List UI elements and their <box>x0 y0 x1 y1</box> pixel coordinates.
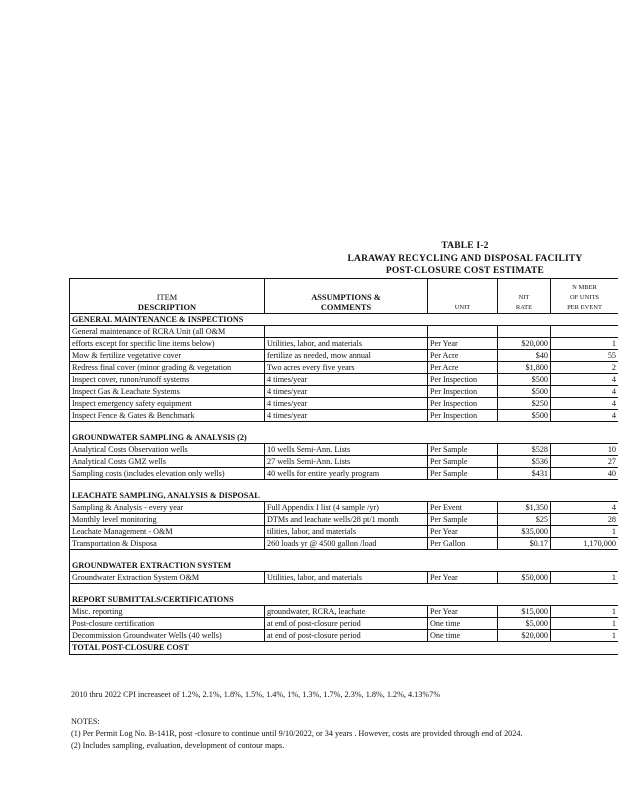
col-unit: UNIT <box>428 279 498 314</box>
col-units: N MBER OF UNITS PER EVENT <box>551 279 618 314</box>
row-units: 1 <box>551 526 618 538</box>
row-comment: 4 times/year <box>265 374 428 386</box>
row-unit: Per Acre <box>428 350 498 362</box>
row-rate: $20,000 <box>498 630 551 642</box>
row-comment: at end of post-closure period <box>265 630 428 642</box>
row-comment: at end of post-closure period <box>265 618 428 630</box>
row-rate: $20,000 <box>498 338 551 350</box>
section-reports: REPORT SUBMITTALS/CERTIFICATIONS <box>70 584 618 606</box>
row-desc: Monthly level monitoring <box>70 514 265 526</box>
col-rate: NIT RATE <box>498 279 551 314</box>
row-rate: $500 <box>498 374 551 386</box>
row-units: 1 <box>551 338 618 350</box>
note-1: (1) Per Permit Log No. B-141R, post -closure to continue until 9/10/2022, or 34 years . However, costs are provided through end of 2024. <box>71 729 523 738</box>
cost-table <box>69 278 618 655</box>
row-units: 1 <box>551 572 618 584</box>
row-desc: Redress final cover (minor grading & vegetation <box>70 362 265 374</box>
row-unit: Per Year <box>428 606 498 618</box>
row-unit: Per Sample <box>428 468 498 480</box>
row-units: 1 <box>551 630 618 642</box>
row-rate: $500 <box>498 410 551 422</box>
row-comment: 10 wells Semi-Ann. Lists <box>265 444 428 456</box>
row-unit: Per Event <box>428 502 498 514</box>
row-unit: Per Acre <box>428 362 498 374</box>
row-units: 10 <box>551 444 618 456</box>
row-desc: Misc. reporting <box>70 606 265 618</box>
notes-heading: NOTES: <box>71 717 100 726</box>
row-comment: 27 wells Semi-Ann. Lists <box>265 456 428 468</box>
section-extraction: GROUNDWATER EXTRACTION SYSTEM <box>70 550 618 572</box>
row-units: 4 <box>551 410 618 422</box>
row-desc: Decommission Groundwater Wells (40 wells) <box>70 630 265 642</box>
row-rate: $528 <box>498 444 551 456</box>
row-desc: Transportation & Disposa <box>70 538 265 550</box>
row-units: 1 <box>551 606 618 618</box>
row-desc: Leachate Management - O&M <box>70 526 265 538</box>
row-desc: General maintenance of RCRA Unit (all O&M <box>70 326 265 338</box>
row-unit: Per Year <box>428 338 498 350</box>
row-unit: Per Sample <box>428 456 498 468</box>
row-comment: groundwater, RCRA, leachate <box>265 606 428 618</box>
row-rate: $40 <box>498 350 551 362</box>
row-desc: Analytical Costs Observation wells <box>70 444 265 456</box>
col-assumptions: ASSUMPTIONS & COMMENTS <box>265 279 428 314</box>
row-units: 4 <box>551 386 618 398</box>
row-unit: Per Inspection <box>428 410 498 422</box>
row-rate: $1,800 <box>498 362 551 374</box>
row-units: 4 <box>551 502 618 514</box>
row-rate: $1,350 <box>498 502 551 514</box>
row-comment: tilities, labor, and materials <box>265 526 428 538</box>
row-rate: $431 <box>498 468 551 480</box>
row-comment: Two acres every five years <box>265 362 428 374</box>
row-unit: Per Year <box>428 572 498 584</box>
row-rate: $5,000 <box>498 618 551 630</box>
row-desc: Groundwater Extraction System O&M <box>70 572 265 584</box>
row-rate: $35,000 <box>498 526 551 538</box>
row-unit: One time <box>428 630 498 642</box>
row-desc: Inspect cover, runon/runoff systems <box>70 374 265 386</box>
section-leachate: LEACHATE SAMPLING, ANALYSIS & DISPOSAL <box>70 480 618 502</box>
col-item: ITEM DESCRIPTION <box>70 279 265 314</box>
row-desc: Inspect Gas & Leachate Systems <box>70 386 265 398</box>
row-comment: 4 times/year <box>265 386 428 398</box>
row-unit: Per Inspection <box>428 386 498 398</box>
row-unit: One time <box>428 618 498 630</box>
row-unit: Per Gallon <box>428 538 498 550</box>
row-unit: Per Sample <box>428 514 498 526</box>
row-rate: $250 <box>498 398 551 410</box>
row-comment: Utilities, labor, and materials <box>265 572 428 584</box>
row-desc: Sampling costs (includes elevation only wells) <box>70 468 265 480</box>
row-units: 40 <box>551 468 618 480</box>
row-rate: $25 <box>498 514 551 526</box>
row-comment: fertilize as needed, mow annual <box>265 350 428 362</box>
row-units: 1 <box>551 618 618 630</box>
row-comment: 4 times/year <box>265 410 428 422</box>
section-general: GENERAL MAINTENANCE & INSPECTIONS <box>70 314 618 326</box>
row-comment: DTMs and leachate wells/28 pt/1 month <box>265 514 428 526</box>
row-unit: Per Inspection <box>428 398 498 410</box>
row-comment: 4 times/year <box>265 398 428 410</box>
row-comment: 260 loads yr @ 4500 gallon /load <box>265 538 428 550</box>
row-rate: $500 <box>498 386 551 398</box>
row-desc: Mow & fertilize vegetative cover <box>70 350 265 362</box>
row-desc: efforts except for specific line items below) <box>70 338 265 350</box>
cpi-note: 2010 thru 2022 CPI increaseet of 1.2%, 2.1%, 1.8%, 1.5%, 1.4%, 1%, 1.3%, 1.7%, 2.3%, 1.8%, 1.2%, 4.13%7% <box>71 690 441 699</box>
row-units: 1,170,000 <box>551 538 618 550</box>
row-rate: $50,000 <box>498 572 551 584</box>
total-label: TOTAL POST-CLOSURE COST <box>70 642 618 655</box>
row-rate: $15,000 <box>498 606 551 618</box>
header-row <box>70 279 618 314</box>
row-units: 4 <box>551 374 618 386</box>
note-2: (2) Includes sampling, evaluation, development of contour maps. <box>71 741 285 750</box>
row-desc: Inspect emergency safety equipment <box>70 398 265 410</box>
estimate-title: POST-CLOSURE COST ESTIMATE <box>385 266 545 276</box>
row-desc: Analytical Costs GMZ wells <box>70 456 265 468</box>
row-rate: $536 <box>498 456 551 468</box>
row-desc: Inspect Fence & Gates & Benchmark <box>70 410 265 422</box>
row-comment: 40 wells for entire yearly program <box>265 468 428 480</box>
section-groundwater-sampling: GROUNDWATER SAMPLING & ANALYSIS (2) <box>70 422 618 444</box>
row-unit: Per Inspection <box>428 374 498 386</box>
table-number: TABLE I-2 <box>441 241 489 251</box>
row-desc: Sampling & Analysis - every year <box>70 502 265 514</box>
row-units: 55 <box>551 350 618 362</box>
row-units: 4 <box>551 398 618 410</box>
row-units: 2 <box>551 362 618 374</box>
facility-title: LARAWAY RECYCLING AND DISPOSAL FACILITY <box>347 254 583 264</box>
row-comment: Full Appendix I list (4 sample /yr) <box>265 502 428 514</box>
row-comment: Utilities, labor, and materials <box>265 338 428 350</box>
row-desc: Post-closure certification <box>70 618 265 630</box>
row-units: 27 <box>551 456 618 468</box>
row-units: 28 <box>551 514 618 526</box>
row-unit: Per Year <box>428 526 498 538</box>
row-rate: $0.17 <box>498 538 551 550</box>
row-unit: Per Sample <box>428 444 498 456</box>
